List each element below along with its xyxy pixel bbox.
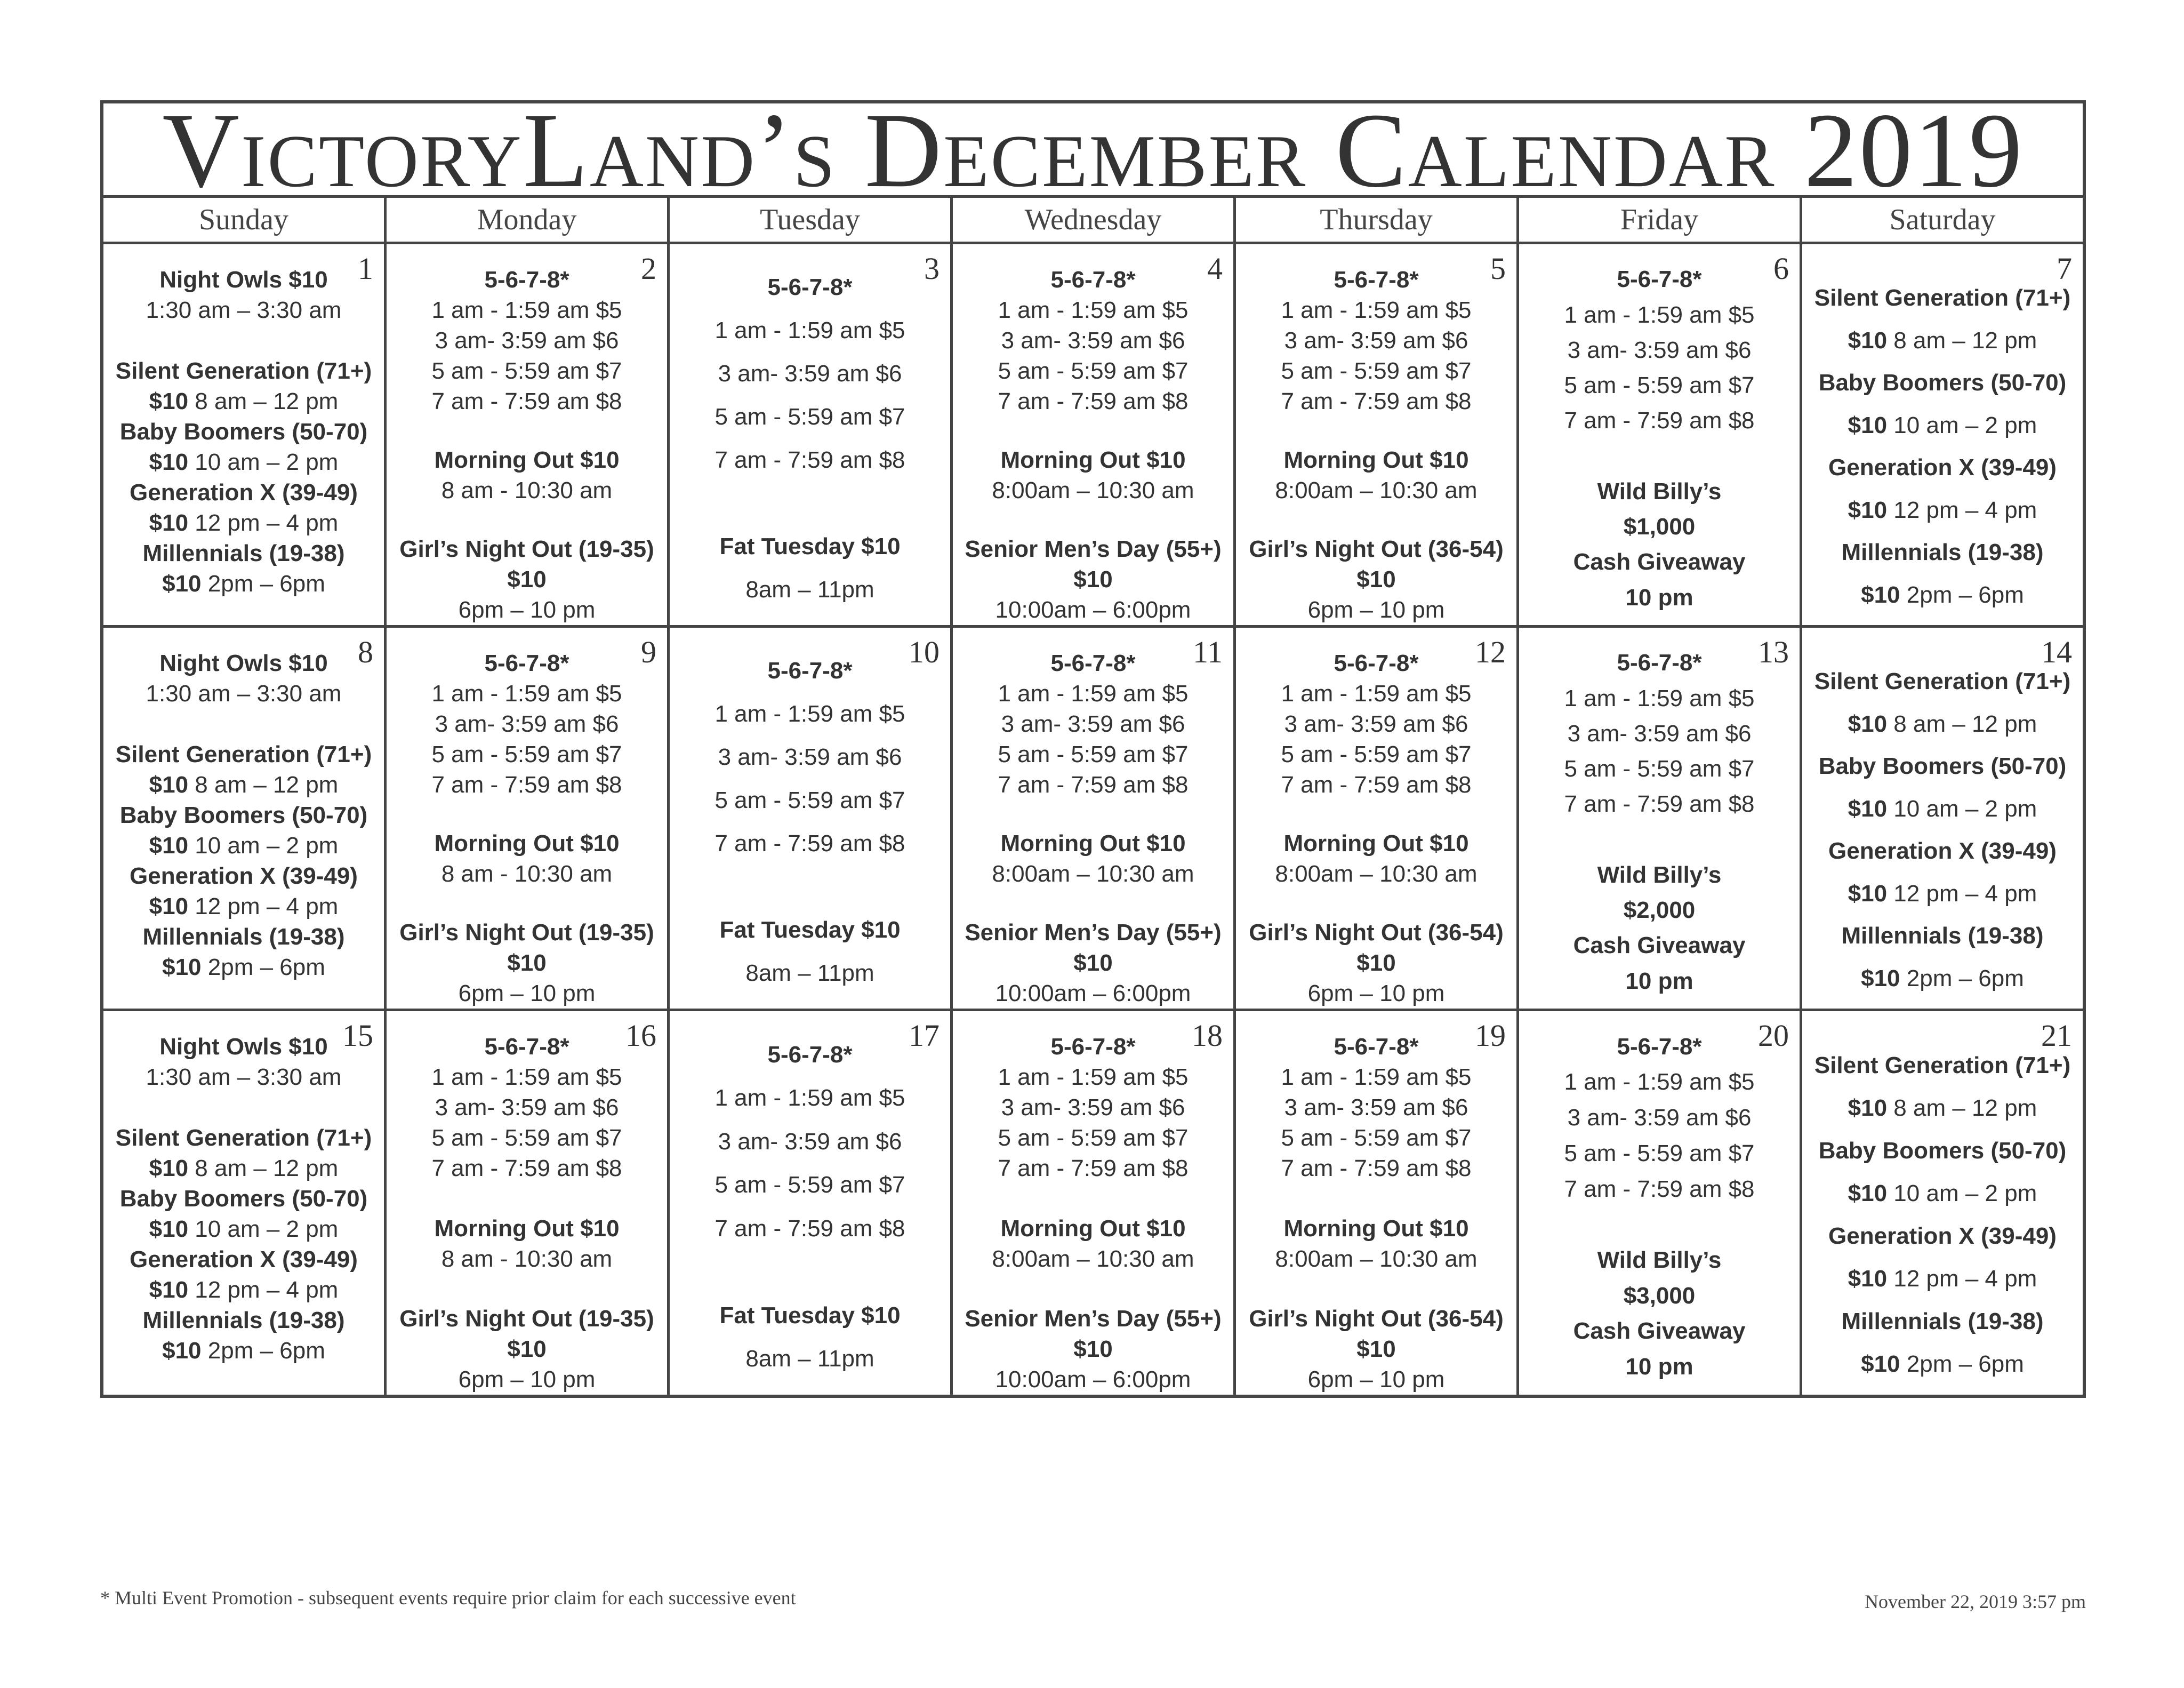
giveaway-label: Wild Billy’s <box>1597 861 1722 888</box>
session-2: 3 am- 3:59 am $6 <box>1001 1094 1185 1121</box>
session-4: 7 am - 7:59 am $8 <box>1281 388 1472 414</box>
evening-event-time: 6pm – 10 pm <box>458 597 596 623</box>
giveaway-subtitle: Cash Giveaway <box>1573 549 1746 575</box>
session-3: 5 am - 5:59 am $7 <box>998 1125 1189 1151</box>
baby-boomers-time <box>1848 1178 2037 1209</box>
time-range: 2pm – 6pm <box>1900 1351 2024 1377</box>
millennials-time <box>162 569 325 599</box>
weekday-monday: Monday <box>384 198 667 242</box>
day-cell-wednesday <box>950 244 1233 625</box>
promo-label: 5-6-7-8* <box>1617 650 1702 676</box>
weekday-tuesday: Tuesday <box>667 198 950 242</box>
morning-out-label: Morning Out $10 <box>434 447 620 473</box>
millennials-label: Millennials (19-38) <box>142 1307 345 1333</box>
calendar-weeks <box>103 244 2083 1395</box>
silent-generation-label: Silent Generation (71+) <box>115 1125 372 1151</box>
silent-generation-time <box>149 386 339 417</box>
session-2: 3 am- 3:59 am $6 <box>435 1094 619 1121</box>
baby-boomers-label: Baby Boomers (50-70) <box>1818 753 2067 780</box>
baby-boomers-label: Baby Boomers (50-70) <box>119 1186 368 1212</box>
day-cell-tuesday <box>667 628 950 1009</box>
evening-event-time: 6pm – 10 pm <box>458 1366 596 1393</box>
weekday-saturday: Saturday <box>1800 198 2083 242</box>
day-cell-friday <box>1516 244 1800 625</box>
millennials-label: Millennials (19-38) <box>1841 539 2044 566</box>
price: $10 <box>149 772 189 798</box>
session-4: 7 am - 7:59 am $8 <box>998 772 1189 798</box>
promo-label: 5-6-7-8* <box>767 658 853 684</box>
evening-event-time: 10:00am – 6:00pm <box>995 597 1191 623</box>
silent-generation-time <box>149 1153 339 1183</box>
session-2: 3 am- 3:59 am $6 <box>718 744 902 770</box>
time-range: 2pm – 6pm <box>201 954 325 980</box>
time-range: 2pm – 6pm <box>201 1338 325 1364</box>
session-2: 3 am- 3:59 am $6 <box>1001 327 1185 354</box>
session-1: 1 am - 1:59 am $5 <box>714 317 905 343</box>
session-2: 3 am- 3:59 am $6 <box>1001 711 1185 737</box>
fat-tuesday-time: 8am – 11pm <box>745 960 874 986</box>
evening-event-label: Senior Men’s Day (55+) <box>965 536 1222 562</box>
generation-x-label: Generation X (39-49) <box>130 863 358 889</box>
silent-generation-time <box>149 770 339 800</box>
fat-tuesday-label: Fat Tuesday $10 <box>719 1302 901 1329</box>
session-4: 7 am - 7:59 am $8 <box>431 772 622 798</box>
time-range: 8 am – 12 pm <box>188 1155 339 1181</box>
morning-out-time: 8:00am – 10:30 am <box>1275 861 1478 887</box>
generation-x-label: Generation X (39-49) <box>1828 1223 2057 1249</box>
generation-x-time <box>1848 495 2037 525</box>
time-range: 10 am – 2 pm <box>188 449 339 475</box>
time-range: 8 am – 12 pm <box>1887 710 2037 737</box>
session-3: 5 am - 5:59 am $7 <box>1564 372 1755 399</box>
time-range: 8 am – 12 pm <box>188 388 339 414</box>
day-number: 2 <box>641 251 656 286</box>
day-cell-monday <box>384 628 667 1009</box>
weekday-wednesday: Wednesday <box>950 198 1233 242</box>
session-1: 1 am - 1:59 am $5 <box>1281 1064 1472 1090</box>
price: $10 <box>162 954 202 980</box>
day-number: 6 <box>1773 251 1789 286</box>
session-3: 5 am - 5:59 am $7 <box>998 741 1189 767</box>
time-range: 8 am – 12 pm <box>1887 327 2037 354</box>
session-1: 1 am - 1:59 am $5 <box>1281 297 1472 323</box>
day-number: 4 <box>1207 251 1223 286</box>
millennials-label: Millennials (19-38) <box>1841 923 2044 949</box>
session-3: 5 am - 5:59 am $7 <box>714 1172 905 1198</box>
price: $10 <box>1848 880 1888 907</box>
session-4: 7 am - 7:59 am $8 <box>714 1215 905 1242</box>
day-cell-saturday <box>1800 628 2083 1009</box>
price: $10 <box>162 571 202 597</box>
morning-out-label: Morning Out $10 <box>1000 1215 1186 1242</box>
millennials-time <box>162 1335 325 1366</box>
giveaway-subtitle: Cash Giveaway <box>1573 932 1746 959</box>
calendar-week <box>103 628 2083 1011</box>
price: $10 <box>1861 581 1900 608</box>
session-4: 7 am - 7:59 am $8 <box>998 388 1189 414</box>
evening-event-time: 6pm – 10 pm <box>1307 1366 1445 1393</box>
promo-label: 5-6-7-8* <box>1617 266 1702 293</box>
time-range: 10 am – 2 pm <box>188 1216 339 1242</box>
day-number: 20 <box>1758 1018 1789 1053</box>
day-number: 12 <box>1475 635 1506 669</box>
session-2: 3 am- 3:59 am $6 <box>1567 720 1752 747</box>
day-cell-tuesday <box>667 244 950 625</box>
fat-tuesday-label: Fat Tuesday $10 <box>719 917 901 943</box>
evening-event-time: 6pm – 10 pm <box>1307 597 1445 623</box>
time-range: 10 am – 2 pm <box>1887 412 2037 438</box>
day-number: 15 <box>342 1018 373 1053</box>
time-range: 2pm – 6pm <box>1900 965 2024 991</box>
generation-x-time <box>149 891 339 922</box>
day-cell-friday <box>1516 628 1800 1009</box>
calendar-week <box>103 244 2083 628</box>
day-number: 13 <box>1758 635 1789 669</box>
price: $10 <box>149 893 189 919</box>
evening-event-label: Senior Men’s Day (55+) <box>965 1306 1222 1332</box>
morning-out-label: Morning Out $10 <box>1000 830 1186 857</box>
millennials-time <box>162 952 325 982</box>
session-1: 1 am - 1:59 am $5 <box>1281 681 1472 707</box>
promo-label: 5-6-7-8* <box>1617 1033 1702 1060</box>
session-3: 5 am - 5:59 am $7 <box>1281 358 1472 384</box>
session-4: 7 am - 7:59 am $8 <box>1281 772 1472 798</box>
silent-generation-label: Silent Generation (71+) <box>115 358 372 384</box>
day-number: 8 <box>358 635 373 669</box>
session-4: 7 am - 7:59 am $8 <box>1281 1155 1472 1181</box>
session-3: 5 am - 5:59 am $7 <box>1564 756 1755 782</box>
evening-event-time: 10:00am – 6:00pm <box>995 980 1191 1006</box>
evening-event-price: $10 <box>507 950 547 976</box>
morning-out-time: 8:00am – 10:30 am <box>1275 477 1478 503</box>
price: $10 <box>149 510 189 536</box>
session-2: 3 am- 3:59 am $6 <box>435 327 619 354</box>
promo-label: 5-6-7-8* <box>1334 267 1419 293</box>
evening-event-price: $10 <box>1073 566 1113 593</box>
morning-out-time: 8:00am – 10:30 am <box>992 861 1194 887</box>
session-3: 5 am - 5:59 am $7 <box>431 1125 622 1151</box>
price: $10 <box>1848 1095 1888 1121</box>
morning-out-label: Morning Out $10 <box>1283 830 1469 857</box>
morning-out-time: 8 am - 10:30 am <box>441 477 613 503</box>
time-range: 12 pm – 4 pm <box>1887 497 2037 523</box>
morning-out-time: 8:00am – 10:30 am <box>992 477 1194 503</box>
weekday-friday: Friday <box>1516 198 1800 242</box>
promo-label: 5-6-7-8* <box>1050 267 1136 293</box>
day-number: 3 <box>924 251 940 286</box>
silent-generation-time <box>1848 1093 2037 1123</box>
session-3: 5 am - 5:59 am $7 <box>714 787 905 813</box>
time-range: 10 am – 2 pm <box>188 833 339 859</box>
silent-generation-time <box>1848 709 2037 739</box>
session-3: 5 am - 5:59 am $7 <box>431 358 622 384</box>
day-cell-tuesday <box>667 1011 950 1395</box>
night-owls-time: 1:30 am – 3:30 am <box>146 297 342 323</box>
generation-x-label: Generation X (39-49) <box>1828 454 2057 481</box>
evening-event-label: Girl’s Night Out (19-35) <box>399 1306 654 1332</box>
fat-tuesday-time: 8am – 11pm <box>745 577 874 603</box>
evening-event-time: 6pm – 10 pm <box>458 980 596 1006</box>
evening-event-price: $10 <box>507 566 547 593</box>
millennials-time <box>1861 963 2024 994</box>
morning-out-label: Morning Out $10 <box>1283 1215 1469 1242</box>
promo-label: 5-6-7-8* <box>1334 650 1419 676</box>
session-3: 5 am - 5:59 am $7 <box>1281 1125 1472 1151</box>
giveaway-label: Wild Billy’s <box>1597 478 1722 505</box>
generation-x-label: Generation X (39-49) <box>130 479 358 506</box>
time-range: 8 am – 12 pm <box>1887 1095 2037 1121</box>
day-number: 5 <box>1490 251 1506 286</box>
morning-out-label: Morning Out $10 <box>1000 447 1186 473</box>
baby-boomers-time <box>149 447 339 477</box>
weekday-header <box>103 198 2083 244</box>
price: $10 <box>1861 965 1900 991</box>
session-3: 5 am - 5:59 am $7 <box>714 404 905 430</box>
evening-event-label: Girl’s Night Out (19-35) <box>399 919 654 946</box>
day-cell-wednesday <box>950 628 1233 1009</box>
time-range: 10 am – 2 pm <box>1887 795 2037 822</box>
calendar-title: VictoryLand’s December Calendar 2019 <box>103 103 2083 198</box>
day-cell-thursday <box>1233 244 1516 625</box>
price: $10 <box>162 1338 202 1364</box>
day-number: 21 <box>2041 1018 2072 1053</box>
night-owls-label: Night Owls $10 <box>159 267 328 293</box>
morning-out-label: Morning Out $10 <box>1283 447 1469 473</box>
night-owls-time: 1:30 am – 3:30 am <box>146 681 342 707</box>
promo-label: 5-6-7-8* <box>1050 1034 1136 1060</box>
time-range: 12 pm – 4 pm <box>1887 1266 2037 1292</box>
day-cell-saturday <box>1800 1011 2083 1395</box>
price: $10 <box>149 833 189 859</box>
giveaway-label: Wild Billy’s <box>1597 1247 1722 1274</box>
session-1: 1 am - 1:59 am $5 <box>1564 301 1755 328</box>
session-2: 3 am- 3:59 am $6 <box>1284 1094 1468 1121</box>
session-3: 5 am - 5:59 am $7 <box>998 358 1189 384</box>
session-3: 5 am - 5:59 am $7 <box>1281 741 1472 767</box>
generation-x-time <box>1848 878 2037 909</box>
baby-boomers-label: Baby Boomers (50-70) <box>119 419 368 445</box>
giveaway-amount: $2,000 <box>1623 897 1696 924</box>
session-1: 1 am - 1:59 am $5 <box>431 1064 622 1090</box>
price: $10 <box>1848 795 1888 822</box>
giveaway-amount: $3,000 <box>1623 1282 1696 1309</box>
generation-x-time <box>149 1275 339 1305</box>
price: $10 <box>1848 497 1888 523</box>
millennials-time <box>1861 1349 2024 1379</box>
price: $10 <box>149 449 189 475</box>
session-4: 7 am - 7:59 am $8 <box>714 830 905 857</box>
morning-out-label: Morning Out $10 <box>434 830 620 857</box>
evening-event-price: $10 <box>1356 950 1396 976</box>
morning-out-time: 8:00am – 10:30 am <box>1275 1245 1478 1272</box>
evening-event-label: Girl’s Night Out (36-54) <box>1249 536 1504 562</box>
giveaway-time: 10 pm <box>1625 1354 1693 1380</box>
time-range: 12 pm – 4 pm <box>188 510 339 536</box>
day-cell-thursday <box>1233 1011 1516 1395</box>
price: $10 <box>1848 1266 1888 1292</box>
day-cell-friday <box>1516 1011 1800 1395</box>
morning-out-time: 8 am - 10:30 am <box>441 861 613 887</box>
session-1: 1 am - 1:59 am $5 <box>998 1064 1189 1090</box>
millennials-label: Millennials (19-38) <box>142 540 345 566</box>
day-number: 19 <box>1475 1018 1506 1053</box>
baby-boomers-time <box>1848 794 2037 824</box>
evening-event-label: Girl’s Night Out (19-35) <box>399 536 654 562</box>
session-1: 1 am - 1:59 am $5 <box>998 681 1189 707</box>
promo-label: 5-6-7-8* <box>767 274 853 300</box>
session-4: 7 am - 7:59 am $8 <box>1564 791 1755 818</box>
weekday-sunday: Sunday <box>199 203 288 236</box>
generation-x-time <box>149 508 339 538</box>
promo-label: 5-6-7-8* <box>767 1041 853 1068</box>
silent-generation-time <box>1848 325 2037 356</box>
fat-tuesday-time: 8am – 11pm <box>745 1346 874 1372</box>
night-owls-time: 1:30 am – 3:30 am <box>146 1064 342 1090</box>
evening-event-time: 10:00am – 6:00pm <box>995 1366 1191 1393</box>
silent-generation-label: Silent Generation (71+) <box>1814 668 2071 695</box>
millennials-label: Millennials (19-38) <box>1841 1308 2044 1334</box>
price: $10 <box>1848 710 1888 737</box>
weekday-thursday: Thursday <box>1233 198 1516 242</box>
session-3: 5 am - 5:59 am $7 <box>431 741 622 767</box>
price: $10 <box>149 1277 189 1303</box>
promo-label: 5-6-7-8* <box>1334 1034 1419 1060</box>
day-cell-monday <box>384 1011 667 1395</box>
price: $10 <box>149 1216 189 1242</box>
session-1: 1 am - 1:59 am $5 <box>1564 1069 1755 1095</box>
session-2: 3 am- 3:59 am $6 <box>1284 711 1468 737</box>
price: $10 <box>1861 1351 1900 1377</box>
baby-boomers-time <box>1848 410 2037 441</box>
session-2: 3 am- 3:59 am $6 <box>1567 1105 1752 1131</box>
millennials-time <box>1861 580 2024 610</box>
promo-label: 5-6-7-8* <box>484 650 569 676</box>
calendar-week <box>103 1011 2083 1395</box>
evening-event-price: $10 <box>507 1336 547 1362</box>
day-number: 18 <box>1192 1018 1223 1053</box>
session-4: 7 am - 7:59 am $8 <box>1564 407 1755 434</box>
session-2: 3 am- 3:59 am $6 <box>718 1128 902 1155</box>
calendar <box>100 92 2086 1398</box>
night-owls-label: Night Owls $10 <box>159 1034 328 1060</box>
evening-event-price: $10 <box>1073 1336 1113 1362</box>
giveaway-time: 10 pm <box>1625 584 1693 611</box>
giveaway-amount: $1,000 <box>1623 514 1696 540</box>
session-3: 5 am - 5:59 am $7 <box>1564 1140 1755 1166</box>
baby-boomers-time <box>149 1214 339 1244</box>
day-number: 7 <box>2057 251 2072 286</box>
promo-label: 5-6-7-8* <box>1050 650 1136 676</box>
evening-event-price: $10 <box>1356 1336 1396 1362</box>
session-2: 3 am- 3:59 am $6 <box>718 361 902 387</box>
session-1: 1 am - 1:59 am $5 <box>431 681 622 707</box>
morning-out-label: Morning Out $10 <box>434 1215 620 1242</box>
night-owls-label: Night Owls $10 <box>159 650 328 676</box>
time-range: 12 pm – 4 pm <box>188 1277 339 1303</box>
baby-boomers-time <box>149 830 339 861</box>
time-range: 10 am – 2 pm <box>1887 1180 2037 1206</box>
session-1: 1 am - 1:59 am $5 <box>431 297 622 323</box>
silent-generation-label: Silent Generation (71+) <box>1814 285 2071 311</box>
evening-event-price: $10 <box>1356 566 1396 593</box>
timestamp: November 22, 2019 3:57 pm <box>1865 1591 2086 1612</box>
day-cell-monday <box>384 244 667 625</box>
evening-event-label: Girl’s Night Out (36-54) <box>1249 1306 1504 1332</box>
price: $10 <box>1848 327 1888 354</box>
promo-label: 5-6-7-8* <box>484 1034 569 1060</box>
fat-tuesday-label: Fat Tuesday $10 <box>719 533 901 559</box>
day-cell-saturday <box>1800 244 2083 625</box>
promo-label: 5-6-7-8* <box>484 267 569 293</box>
time-range: 2pm – 6pm <box>1900 581 2024 608</box>
morning-out-time: 8:00am – 10:30 am <box>992 1245 1194 1272</box>
silent-generation-label: Silent Generation (71+) <box>1814 1052 2071 1078</box>
time-range: 12 pm – 4 pm <box>1887 880 2037 907</box>
session-1: 1 am - 1:59 am $5 <box>1564 685 1755 711</box>
baby-boomers-label: Baby Boomers (50-70) <box>1818 370 2067 396</box>
generation-x-label: Generation X (39-49) <box>1828 838 2057 865</box>
morning-out-time: 8 am - 10:30 am <box>441 1245 613 1272</box>
baby-boomers-label: Baby Boomers (50-70) <box>119 802 368 828</box>
giveaway-time: 10 pm <box>1625 967 1693 994</box>
time-range: 12 pm – 4 pm <box>188 893 339 919</box>
day-cell-thursday <box>1233 628 1516 1009</box>
session-4: 7 am - 7:59 am $8 <box>998 1155 1189 1181</box>
session-1: 1 am - 1:59 am $5 <box>998 297 1189 323</box>
session-1: 1 am - 1:59 am $5 <box>714 701 905 727</box>
session-4: 7 am - 7:59 am $8 <box>431 1155 622 1181</box>
session-2: 3 am- 3:59 am $6 <box>1567 337 1752 363</box>
day-number: 9 <box>641 635 656 669</box>
silent-generation-label: Silent Generation (71+) <box>115 741 372 767</box>
footnote: * Multi Event Promotion - subsequent events require prior claim for each successive event <box>100 1587 796 1609</box>
day-number: 11 <box>1193 635 1223 669</box>
evening-event-price: $10 <box>1073 950 1113 976</box>
day-cell-sunday <box>103 1011 384 1395</box>
evening-event-label: Girl’s Night Out (36-54) <box>1249 919 1504 946</box>
session-2: 3 am- 3:59 am $6 <box>1284 327 1468 354</box>
day-cell-wednesday <box>950 1011 1233 1395</box>
price: $10 <box>1848 1180 1888 1206</box>
time-range: 2pm – 6pm <box>201 571 325 597</box>
session-4: 7 am - 7:59 am $8 <box>714 447 905 473</box>
evening-event-label: Senior Men’s Day (55+) <box>965 919 1222 946</box>
day-number: 16 <box>625 1018 656 1053</box>
session-1: 1 am - 1:59 am $5 <box>714 1085 905 1111</box>
giveaway-subtitle: Cash Giveaway <box>1573 1318 1746 1345</box>
day-number: 14 <box>2041 635 2072 669</box>
day-cell-sunday <box>103 628 384 1009</box>
day-cell-sunday <box>103 244 384 625</box>
price: $10 <box>149 1155 189 1181</box>
session-2: 3 am- 3:59 am $6 <box>435 711 619 737</box>
day-number: 1 <box>358 251 373 286</box>
baby-boomers-label: Baby Boomers (50-70) <box>1818 1138 2067 1164</box>
millennials-label: Millennials (19-38) <box>142 924 345 950</box>
evening-event-time: 6pm – 10 pm <box>1307 980 1445 1006</box>
time-range: 8 am – 12 pm <box>188 772 339 798</box>
price: $10 <box>149 388 189 414</box>
session-4: 7 am - 7:59 am $8 <box>1564 1175 1755 1202</box>
generation-x-time <box>1848 1263 2037 1294</box>
session-4: 7 am - 7:59 am $8 <box>431 388 622 414</box>
day-number: 17 <box>909 1018 940 1053</box>
generation-x-label: Generation X (39-49) <box>130 1246 358 1273</box>
day-number: 10 <box>909 635 940 669</box>
price: $10 <box>1848 412 1888 438</box>
